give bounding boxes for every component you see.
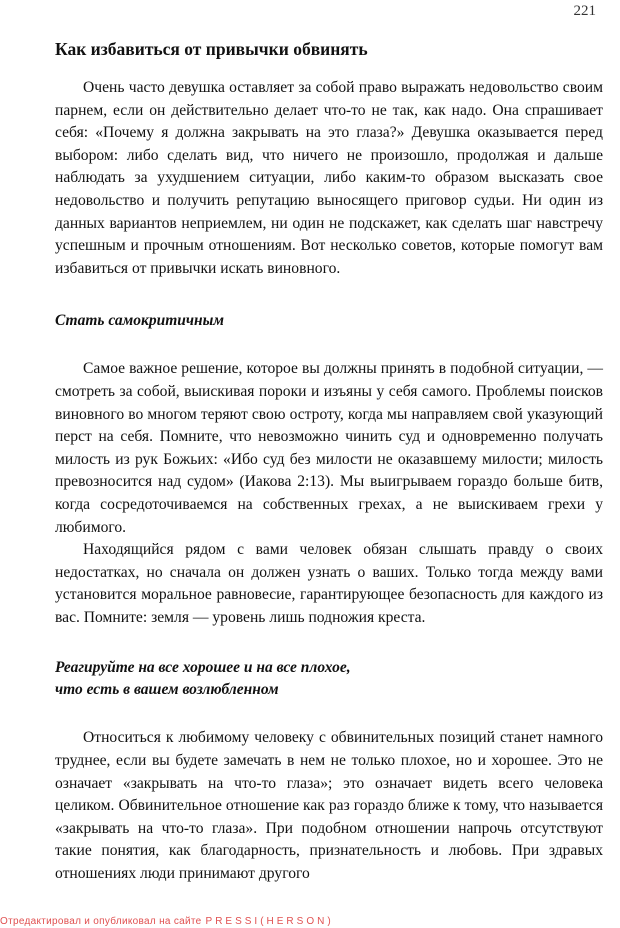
footer-site: PRESSI(HERSON) — [205, 916, 334, 927]
section-heading-react — [55, 657, 603, 701]
paragraph: Самое важное решение, которое вы должны принять в подобной ситуации, — смотреть за собой, выискивая пороки и изъяны у себя самого. Проблемы поисков виновного во многом теряют свою остроту, когда мы направляем свой указующий перст на себя. Помните, что невозможно чинить суд и одновременно получать милость из рук Божьих: «Ибо суд без милости не оказавшему милости; милость превозносится над судом» (Иакова 2:13). Мы выигрываем гораздо больше битв, когда сосредоточиваемся на собственных грехах, а не выискиваем грехи у любимого. — [55, 360, 603, 536]
footer-credit — [0, 916, 334, 927]
chapter-heading: Как избавиться от привычки обвинять — [55, 39, 368, 59]
paragraph: Очень часто девушка оставляет за собой право выражать недовольство своим парнем, если он действительно делает что-то не так, как надо. Она спрашивает себя: «Почему я должна закрывать на это глаза?» Девушка оказывается перед выбором: либо сделать вид, что ничего не произошло, продолжая и дальше наблюдать за ухудшением ситуации, либо каким-то образом высказать свое недовольство и получить репутацию выносящего приговор судьи. Ни один из данных вариантов неприемлем, ни один не подскажет, как сделать шаг навстречу успешным и прочным отношениям. Вот несколько советов, которые помогут вам избавиться от привычки искать виновного. — [55, 79, 603, 277]
paragraph: Находящийся рядом с вами человек обязан слышать правду о своих недостатках, но сначала он должен узнать о ваших. Только тогда между вами установится моральное равновесие, гарантирующее безопасность для каждого из вас. Помните: земля — уровень лишь подножия креста. — [55, 541, 603, 626]
paragraph: Относиться к любимому человеку с обвинительных позиций станет намного труднее, если вы будете замечать в нем не только плохое, но и хорошее. Это не означает «закрывать на что-то глаза»; это означает видеть всего человека целиком. Обвинительное отношение как раз гораздо ближе к тому, что называется «закрывать на что-то глаза». При подобном отношении напрочь отсутствуют такие понятия, как благодарность, признательность и любовь. При здравых отношениях люди принимают другого — [55, 729, 603, 883]
page-content — [55, 37, 603, 886]
section-heading-line: Реагируйте на все хорошее и на все плохое, — [55, 659, 351, 677]
page-number: 221 — [573, 3, 596, 19]
section-heading-self-critical: Стать самокритичным — [55, 312, 224, 330]
section-heading-line: что есть в вашем возлюбленном — [55, 681, 279, 699]
footer-text: Отредактировал и опубликовал на сайте — [0, 916, 202, 927]
